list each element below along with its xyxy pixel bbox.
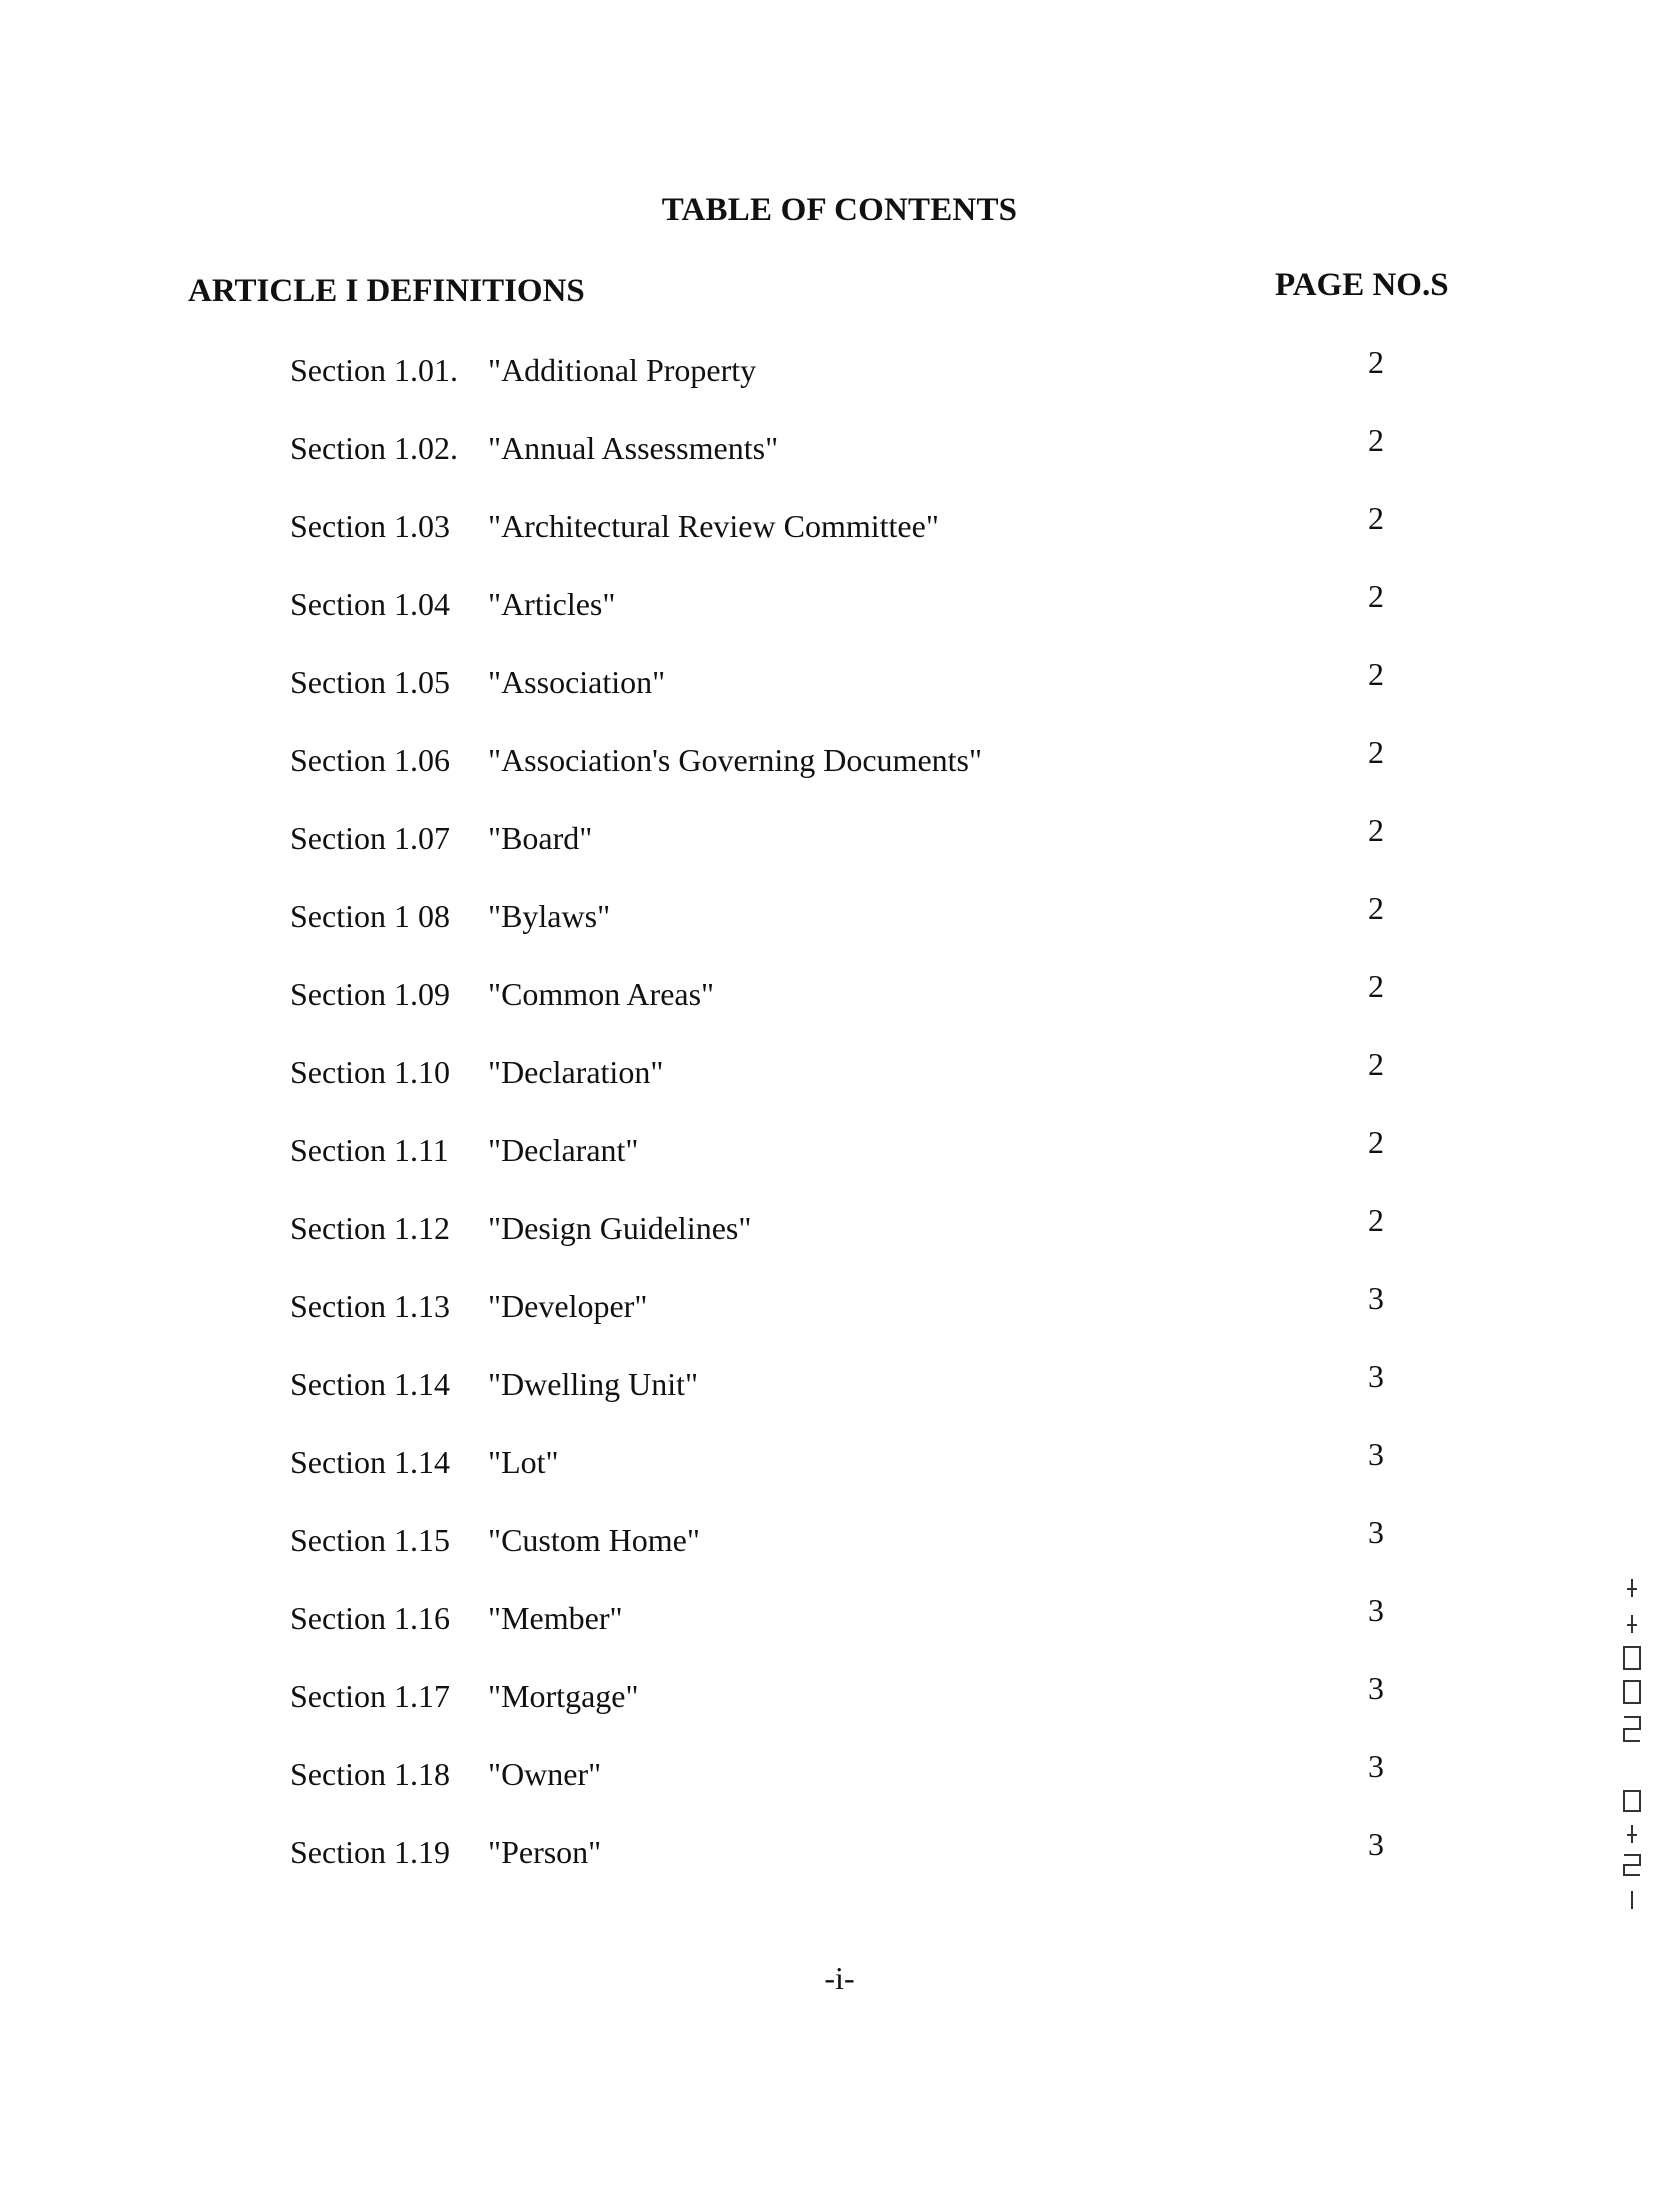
toc-entry: [0, 1436, 1679, 1494]
section-number: Section 1.04: [290, 586, 450, 622]
section-title: "Mortgage": [488, 1678, 639, 1714]
toc-entry: [0, 1124, 1679, 1182]
section-page-number: 2: [1368, 968, 1384, 1004]
toc-entry: [0, 734, 1679, 792]
vertical-document-stamp-icon: [1612, 1575, 1652, 1915]
section-title: "Articles": [488, 586, 616, 622]
toc-entry: [0, 1592, 1679, 1650]
article-heading: ARTICLE I DEFINITIONS: [188, 273, 585, 309]
toc-entry: [0, 1358, 1679, 1416]
section-page-number: 2: [1368, 812, 1384, 848]
toc-entry: [0, 1748, 1679, 1806]
page-column-heading: PAGE NO.S: [1275, 267, 1449, 303]
section-page-number: 2: [1368, 1046, 1384, 1082]
section-number: Section 1.14: [290, 1444, 450, 1480]
section-number: Section 1.17: [290, 1678, 450, 1714]
section-title: "Owner": [488, 1756, 602, 1792]
section-title: "Dwelling Unit": [488, 1366, 699, 1402]
section-title: "Board": [488, 820, 593, 856]
section-page-number: 2: [1368, 1202, 1384, 1238]
toc-entry: [0, 1670, 1679, 1728]
section-number: Section 1.05: [290, 664, 450, 700]
section-title: "Custom Home": [488, 1522, 700, 1558]
section-title: "Developer": [488, 1288, 648, 1324]
section-number: Section 1.03: [290, 508, 450, 544]
section-title: "Bylaws": [488, 898, 611, 934]
toc-entry: [0, 422, 1679, 480]
section-number: Section 1.11: [290, 1132, 449, 1168]
section-page-number: 3: [1368, 1514, 1384, 1550]
section-number: Section 1 08: [290, 898, 450, 934]
section-page-number: 2: [1368, 422, 1384, 458]
page-title: TABLE OF CONTENTS: [661, 192, 1018, 228]
section-page-number: 3: [1368, 1358, 1384, 1394]
section-page-number: 3: [1368, 1436, 1384, 1472]
section-page-number: 3: [1368, 1592, 1384, 1628]
section-number: Section 1.02.: [290, 430, 458, 466]
section-page-number: 2: [1368, 656, 1384, 692]
section-number: Section 1.09: [290, 976, 450, 1012]
section-number: Section 1.16: [290, 1600, 450, 1636]
section-page-number: 2: [1368, 578, 1384, 614]
section-number: Section 1.06: [290, 742, 450, 778]
section-number: Section 1.14: [290, 1366, 450, 1402]
section-number: Section 1.12: [290, 1210, 450, 1246]
section-page-number: 2: [1368, 500, 1384, 536]
toc-entry: [0, 500, 1679, 558]
section-page-number: 2: [1368, 890, 1384, 926]
section-page-number: 2: [1368, 344, 1384, 380]
toc-entry: [0, 968, 1679, 1026]
section-title: "Annual Assessments": [488, 430, 779, 466]
section-number: Section 1.18: [290, 1756, 450, 1792]
toc-entry: [0, 1514, 1679, 1572]
section-number: Section 1.01.: [290, 352, 458, 388]
toc-entry: [0, 812, 1679, 870]
section-page-number: 3: [1368, 1280, 1384, 1316]
section-title: "Common Areas": [488, 976, 715, 1012]
section-number: Section 1.19: [290, 1834, 450, 1870]
section-title: "Person": [488, 1834, 602, 1870]
section-title: "Declaration": [488, 1054, 664, 1090]
toc-entry: [0, 1280, 1679, 1338]
section-title: "Association": [488, 664, 666, 700]
section-page-number: 3: [1368, 1670, 1384, 1706]
section-title: "Declarant": [488, 1132, 639, 1168]
section-title: "Member": [488, 1600, 623, 1636]
section-title: "Design Guidelines": [488, 1210, 752, 1246]
toc-entry: [0, 656, 1679, 714]
page-footer-number: -i-: [824, 1960, 855, 1996]
section-number: Section 1.10: [290, 1054, 450, 1090]
section-page-number: 2: [1368, 1124, 1384, 1160]
section-title: "Association's Governing Documents": [488, 742, 983, 778]
toc-entry: [0, 1202, 1679, 1260]
section-title: "Additional Property: [488, 352, 757, 388]
toc-entry: [0, 1046, 1679, 1104]
section-page-number: 2: [1368, 734, 1384, 770]
toc-entry: [0, 578, 1679, 636]
section-number: Section 1.13: [290, 1288, 450, 1324]
section-title: "Lot": [488, 1444, 559, 1480]
section-page-number: 3: [1368, 1748, 1384, 1784]
toc-entry: [0, 1826, 1679, 1884]
section-number: Section 1.07: [290, 820, 450, 856]
toc-entry: [0, 344, 1679, 402]
section-title: "Architectural Review Committee": [488, 508, 939, 544]
section-number: Section 1.15: [290, 1522, 450, 1558]
section-page-number: 3: [1368, 1826, 1384, 1862]
toc-entry: [0, 890, 1679, 948]
